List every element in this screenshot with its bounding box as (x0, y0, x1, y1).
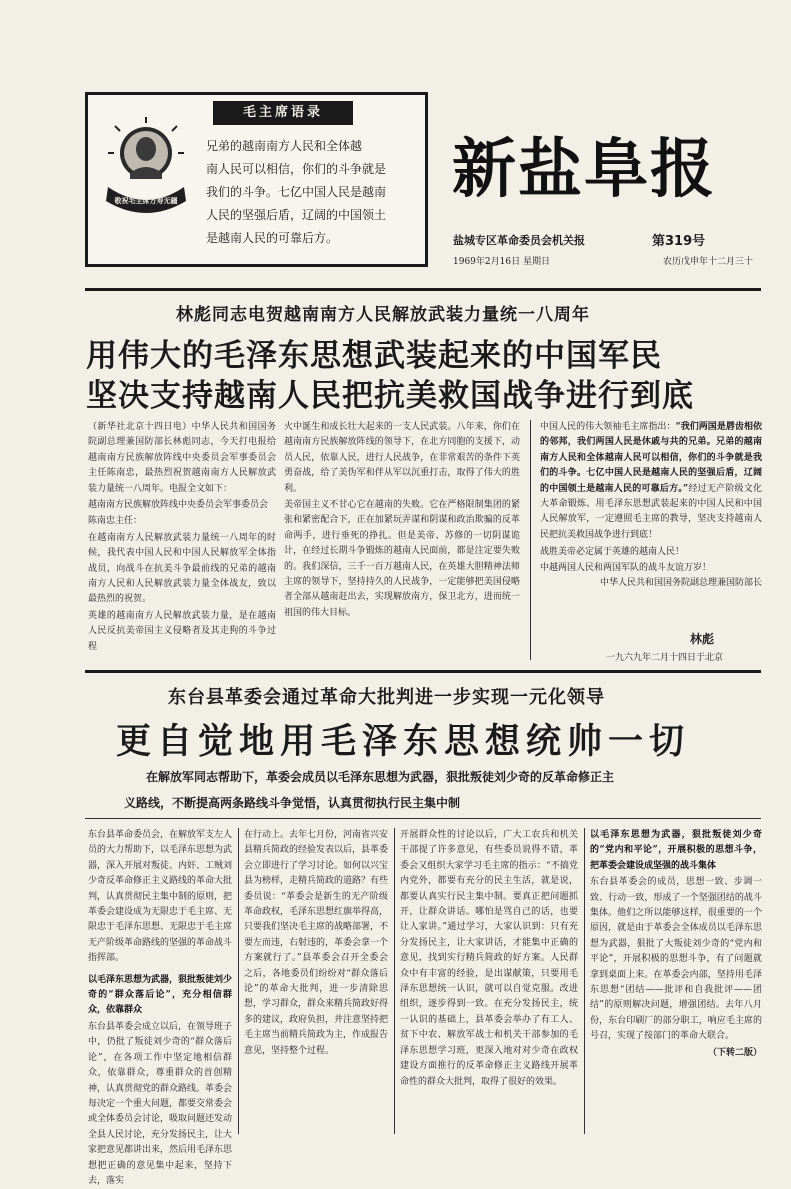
article1-headline-line2: 坚决支持越南人民把抗美救国战争进行到底 (86, 378, 694, 414)
article-paragraph: （新华社北京十四日电）中华人民共和国国务院副总理兼国防部长林彪同志，今天打电报给越南南方民族解放阵线中央委员会军事委员会主任陈南忠，最热烈祝贺越南南方人民解放武装力量统一八周年。电报全文如下： (88, 422, 276, 494)
article2-kicker: 东台县革委会通过革命大批判进一步实现一元化领导 (168, 687, 605, 708)
column-divider (394, 828, 395, 1134)
article1-headline-line1: 用伟大的毛泽东思想武装起来的中国军民 (86, 338, 662, 374)
continued-note: （下转二版） (707, 1047, 762, 1058)
article2-column-3 (400, 828, 578, 1091)
issue-number: 第319号 (652, 234, 706, 249)
quotation-emphasis: “我们两国是唇齿相依的邻邦，我们两国人民是休戚与共的兄弟。兄弟的越南南方人民和全体越南人民可以相信，你们的斗争就是我们的斗争。七亿中国人民是越南人民的坚强后盾，辽阔的中国领土是越南人民的可靠后方。” (540, 422, 762, 494)
slogan: 中越两国人民和两国军队的战斗友谊万岁！ (540, 562, 712, 573)
article-paragraph: 东台县革委会的成员，思想一致、步调一致、行动一致，形成了一个坚强团结的战斗集体。他们之所以能够这样，很重要的一个原因，就是由于革委会全体成员以毛泽东思想为武器，狠批了大叛徒刘少奇的“党内和平论”，开展积极的思想斗争，有了问题就拿到桌面上来。在革委会内部，坚持用毛泽东思想“团结——批评和自我批评——团结”的原则解决问题，增强团结。去年八月份，东台印刷厂的部分职工，响应毛主席的号召，实现了按部门的革命大联合。 (590, 877, 762, 1042)
article2-subhead-line2: 义路线，不断提高两条路线斗争觉悟，认真贯彻执行民主集中制 (124, 796, 461, 810)
column-divider (584, 828, 585, 1134)
article1-column-2 (284, 420, 520, 622)
signature: 林彪 (690, 632, 715, 646)
newspaper-title: 新盐阜报 (452, 133, 716, 207)
publisher-line: 盐城专区革命委员会机关报 (453, 234, 585, 247)
article-paragraph: 美帝国主义不甘心它在越南的失败。它在严格限制集团的紧张和紧密配合下，正在加紧玩弄谋和阴谋和政治欺骗的反革命两手，进行垂死的挣扎。但是美帝、苏修的一切阴谋诡计，在经过长期斗争锻炼的越南人民面前，都是注定要失败的。我们深信，三千一百万越南人民，在英雄大胆精神法师主席的领导下，坚持持久的人民战争，一定能够把美国侵略者全部从越南赶出去，实现解放南方，保卫北方，进而统一祖国的伟大目标。 (284, 500, 520, 618)
date-gregorian: 1969年2月16日 星期日 (453, 257, 550, 267)
article2-subhead-line1: 在解放军同志帮助下，革委会成员以毛泽东思想为武器，狠批叛徒刘少奇的反革命修正主 (146, 770, 615, 784)
article2-column-4 (590, 828, 762, 1062)
date-lunar: 农历戊申年十二月三十 (662, 257, 753, 267)
article-paragraph: 英雄的越南南方人民解放武装力量，是在越南人民反抗美帝国主义侵略者及其走狗的斗争过程 (88, 610, 276, 652)
signer-title: 中华人民共和国国务院副总理兼国防部长 (599, 578, 762, 589)
masthead-divider (85, 288, 761, 291)
slogan: 战胜美帝必定属于英雄的越南人民！ (540, 547, 685, 558)
article1-column-3 (540, 420, 762, 591)
article-paragraph: 越南南方民族解放阵线中央委员会军事委员会 (88, 500, 269, 511)
article-paragraph: 在越南南方人民解放武装力量统一八周年的时候，我代表中国人民和中国人民解放军全体指战员，向战斗在抗美斗争最前线的兄弟的越南南方人民和人民解放武装力量全体战友，致以最热烈的祝贺。 (88, 532, 276, 605)
article-paragraph: 东台县革委会成立以后，在领导班子中，仍批了叛徒刘少奇的“群众落后论”，在各项工作中坚定地相信群众，依靠群众，尊重群众的首创精神，认真贯彻党的群众路线。革委会每决定一个重大问题，都要交常委会或全体委员会讨论，吸取问题还发动全县人民讨论，充分发扬民主，让大家把意见都讲出来，然后用毛泽东思想把正确的意见集中起来，坚持下去，落实 (88, 1021, 233, 1186)
quotation-line: 人民的坚强后盾，辽阔的中国领土 (206, 208, 387, 222)
column-divider (530, 420, 531, 660)
mao-portrait-badge-icon (100, 117, 192, 237)
quotation-text (206, 135, 422, 250)
section-heading: 以毛泽东思想为武器，狠批叛徒刘少奇的“党内和平论”，开展积极的思想斗争，把革委会建设成坚强的战斗集体 (590, 830, 762, 871)
quotation-box (85, 92, 428, 267)
section-heading: 以毛泽东思想为武器，狠批叛徒刘少奇的“群众落后论”，充分相信群众，依靠群众 (88, 974, 233, 1016)
column-divider (238, 828, 239, 1134)
quotation-line: 是越南人民的可靠后方。 (206, 231, 339, 245)
subhead-divider (85, 818, 761, 819)
article2-headline: 更自觉地用毛泽东思想统帅一切 (116, 721, 691, 762)
sign-date: 一九六九年二月十四日于北京 (606, 653, 724, 663)
article-divider (85, 670, 761, 673)
article2-column-2 (244, 828, 388, 1060)
badge-label: 敬祝毛主席万寿无疆 (114, 197, 178, 205)
article2-column-1 (88, 828, 233, 1186)
article1-column-1 (88, 420, 276, 656)
article-paragraph: 陈南忠主任： (88, 516, 143, 527)
quotation-line: 兄弟的越南南方人民和全体越 (206, 139, 363, 153)
article-paragraph: 火中诞生和成长壮大起来的一支人民武装。八年来，你们在越南南方民族解放阵线的领导下，在北方同胞的支援下，动员人民，依靠人民，进行人民战争，在非常艰苦的条件下英勇奋战，给了美伪军和伴从军以沉重打击，取得了伟大的胜利。 (284, 422, 520, 494)
quotation-line: 南人民可以相信，你们的斗争就是 (206, 162, 387, 176)
article-paragraph: 在行动上。去年七月份，河南省兴安县精兵简政的经验发表以后，县革委会立即进行了学习讨论。如何以兴宝县为榜样，走精兵简政的道路？有些委员说：“革委会是新生的无产阶级革命政权，毛泽东思想红旗举得高，只要我们坚决毛主席的战略部署，不要左而违，右射违的，革委会拿一个方案就行了。”县革委会召开全委会之后，各地委员们纷纷对“群众落后论”的革命大批判，进一步清除思想，学习群众，群众来精兵简政好得多的建议，政府负担，并注意坚持把毛主席当前精兵简政为主，作成报告意见，坚持整个过程。 (244, 830, 389, 1056)
date-line (453, 254, 753, 267)
article-paragraph: 东台县革命委员会，在解放军支左人员的大力帮助下，以毛泽东思想为武器，深入开展对叛徒、内奸、工贼刘少奇反革命修正主义路线的革命大批判，认真贯彻民主集中制的原则，把革委会建设成为无限忠于毛主席、无限忠于毛泽东思想、无限忠于毛主席无产阶级革命路线的坚强的革命战斗指挥部。 (88, 830, 233, 964)
article1-kicker: 林彪同志电贺越南南方人民解放武装力量统一八周年 (176, 305, 590, 325)
article-text: 经过无产阶级文化大革命锻炼、用毛泽东思想武装起来的中国人民和中国人民解放军，一定遵照毛主席的教导，坚决支持越南人民把抗美救国战争进行到底！ (540, 483, 762, 540)
article-text: 中国人民的伟大领袖毛主席指出： (540, 422, 676, 432)
quotation-line: 我们的斗争。七亿中国人民是越南 (206, 185, 387, 199)
article-paragraph: 开展群众性的讨论以后，广大工农兵和机关干部提了许多意见，有些委员说得不错，革委会又组织大家学习毛主席的指示：“不搞党内党外，都要有充分的民主生活，就是说，都要认真实行民主集中制。要真正把问题抓开，让群众讲话。哪怕是骂自己的话，也要让人家讲。”通过学习，大家认识到：只有充分发扬民主，让大家讲话，才能集中正确的意见，找到实行精兵简政的好方案。人民群众中有丰富的经验，是出谋献策，只要用毛泽东思想统一认识，就可以自觉克服。改进组织，逐步得到一致。在充分发扬民主，统一认识的基础上，县革委会举办了有工人、贫下中农、解放军战士和机关干部参加的毛泽东思想学习班，更深入地对对少奇在政权建设方面推行的反革命修正主义路线开展革命性的群众大批判，取得了很好的效果。 (400, 830, 578, 1087)
quotation-header: 毛主席语录 (213, 101, 353, 125)
